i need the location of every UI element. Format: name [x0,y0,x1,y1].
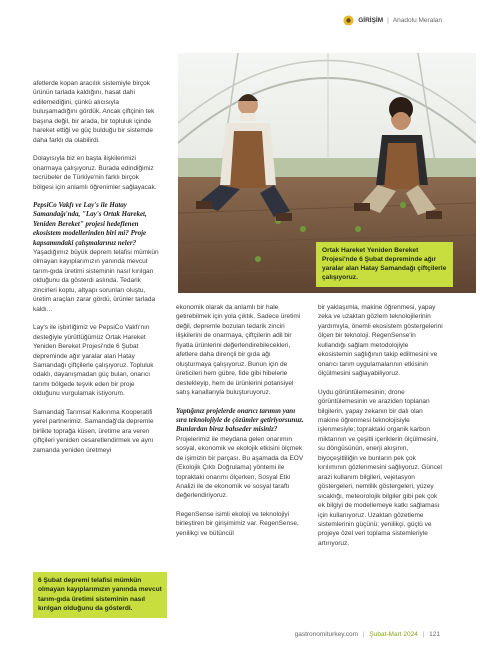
page-header [343,15,442,26]
section-subtitle: Anadolu Meralan [392,17,442,24]
footer-date: Şubat-Mart 2024 [369,631,418,638]
paragraph: Uydu görüntülemesinin, drone görüntülemesinin ve araziden toplanan bilgilerin, yapay zekanın bir dalı olan makine öğrenmesi teknolojisiyle işlenmesiyle; topraktaki organik karbon miktarının ve çeşitli içeriklerin ölçülmesini, su döngüsünün, enerji akışının, biyoçeşitliliğin ve bunların pek çok kırılımının gözlenmesini sağlıyoruz. Güncel arazi kullanım bilgileri, vejetasyon göstergeleri, nemlilik göstergeleri, yüzey sıcaklığı, meteorolojik bilgiler gibi pek çok ek bilgiyi de modellemeye katkı sağlaması için kullanıyoruz. Uzaktan gözetleme sistemlerinin güçünü; yenilikçi, güçlü ve projeye özel veri toplama sistemleriyle artırıyoruz. [318,388,442,547]
footer-separator: | [362,631,365,638]
interview-question: Yaptığınız projelerde onarıcı tarımın yanı sıra teknolojiyle de çözümler getiriyorsunuz. Bunlardan biraz bahseder misiniz? [176,406,304,434]
paragraph: Projelerimiz ile meydana gelen onarımın sosyal, ekonomik ve ekolojik etkisini ölçmek de işimizin bir parçası. Bu aşamada da EOV (Ekolojik Çıktı Doğrulama) yöntemi ile topraktaki onarımı ölçerken, Sosyal Etki Analizi ile de ekonomik ve sosyal taraftı değerlendiriyoruz. [176,435,304,500]
section-label: GİRİŞİM [358,17,384,24]
page-footer [0,631,440,638]
pull-quote-box: 6 Şubat depremi telafisi mümkün olmayan kayıplarımızın yanında mevcut tarım-gıda üretimi sisteminin nasıl kırılgan olduğunu da gösterdi. [33,572,167,618]
photo-caption: Ortak Hareket Yeniden Bereket Projesi'nde 6 Şubat depreminde ağır yaralar alan Hatay Samandağı çiftçilerle çalışıyoruz. [316,242,453,287]
header-separator: | [387,17,389,24]
page-number: 121 [429,631,440,638]
paragraph: Samandağ Tarımsal Kalkınma Kooperatifi yerel partnerimiz. Samandağ'da depremle birlikte toprağa küsen, üretime ara veren çiftçileri yeniden cesaretlendirmek ve aynı zamanda yeniden üretmeyi [33,408,154,454]
footer-site: gastronomiturkey.com [294,631,359,638]
paragraph: bir yaklaşımla, makine öğrenmesi, yapay zeka ve uzaktan gözlem teknolojilerinin yardımıyla, önemli ekosistem göstergelerini ölçen bir teknoloji. RegenSense'in kullandığı sağlam metodolojiyle ekosistemin sağlığının takip edilmesini ve onarıcı tarım uygulamalarının etkisinin ölçülmesini sağlayabiliyoruz. [318,304,443,378]
interview-question: PepsiCo Vakfı ve Lay's ile Hatay Samandağı'nda, "Lay's Ortak Hareket, Yeniden Bereket" projesi hedeflenen ekosistem modellerinden biri mi? Proje kapsamındaki çalışmalarınız neler? [33,200,147,247]
paragraph: ekonomik olarak da anlamlı bir hale getirebilmek için yola çıktık. Sadece üretimi değil, depremle bozulan tedarik zinciri ilişkilerini de onarmaya, çiftçilerin adil bir fiyatla ürünlerini değerlendirebilecekleri, afetlere daha dirençli bir gıda ağı oluşturmaya çalışıyoruz. Bunun için de üreticileri hem gübre, fide gibi hibelerle destekleyip, hem de ürünlerini potansiyel satış kanallarıyla buluşturuyoruz. [176,304,301,397]
column-1 [33,79,159,464]
paragraph: afetlerde kopan aracılık sistemiyle birçok ürünün tarlada kaldığını, hasat dahi edilemediğini, çünkü alıcısıyla buluşamadığını gördük. Ancak çiftçinin tek başına değil, bir arada, bir topluluk içinde hareket ettiği ve güç bulduğu bir sistemde daha farklı da olabilirdi. [33,80,155,144]
column-2 [176,303,304,547]
paragraph: Dolayısıyla biz en başta ilişkilerimizi onarmaya çalışıyoruz. Burada edindiğimiz tecrübeler de Türkiye'nin farklı birçok bölgesi için anlamlı öğrenimler sağlayacak. [33,155,157,191]
sunflower-icon [343,15,354,26]
column-3 [318,303,444,557]
paragraph: Lay's ile işbirliğimiz ve PepsiCo Vakfı'nın desteğiyle yürüttüğümüz Ortak Hareket Yeniden Bereket Projesi'nde 6 Şubat depreminde ağır yaralar alan Hatay Samandağı çiftçilerle çalışıyoruz. Topluluk odaklı, dayanışmadan güç bulan, onarıcı tarımı bölgede teşvik eden bir proje olduğunu vurgulamak istiyorum. [33,324,154,398]
paragraph: Yaşadığımız büyük deprem telafisi mümkün olmayan kayıplarımızın yanında mevcut tarım-gıda üretimi sisteminin nasıl kırılgan olduğunu da gösterdi aslında. Tedarik zincirleri koptu, altyapı sorunları oluştu, üretim araçları zarar gördü, ürünler tarlada kaldı... [33,249,159,313]
paragraph: RegenSense isimli ekoloji ve teknolojiyi birleştiren bir girişimimiz var. RegenSense, yenilikçi ve bütüncül [176,510,299,537]
footer-separator: | [422,631,425,638]
